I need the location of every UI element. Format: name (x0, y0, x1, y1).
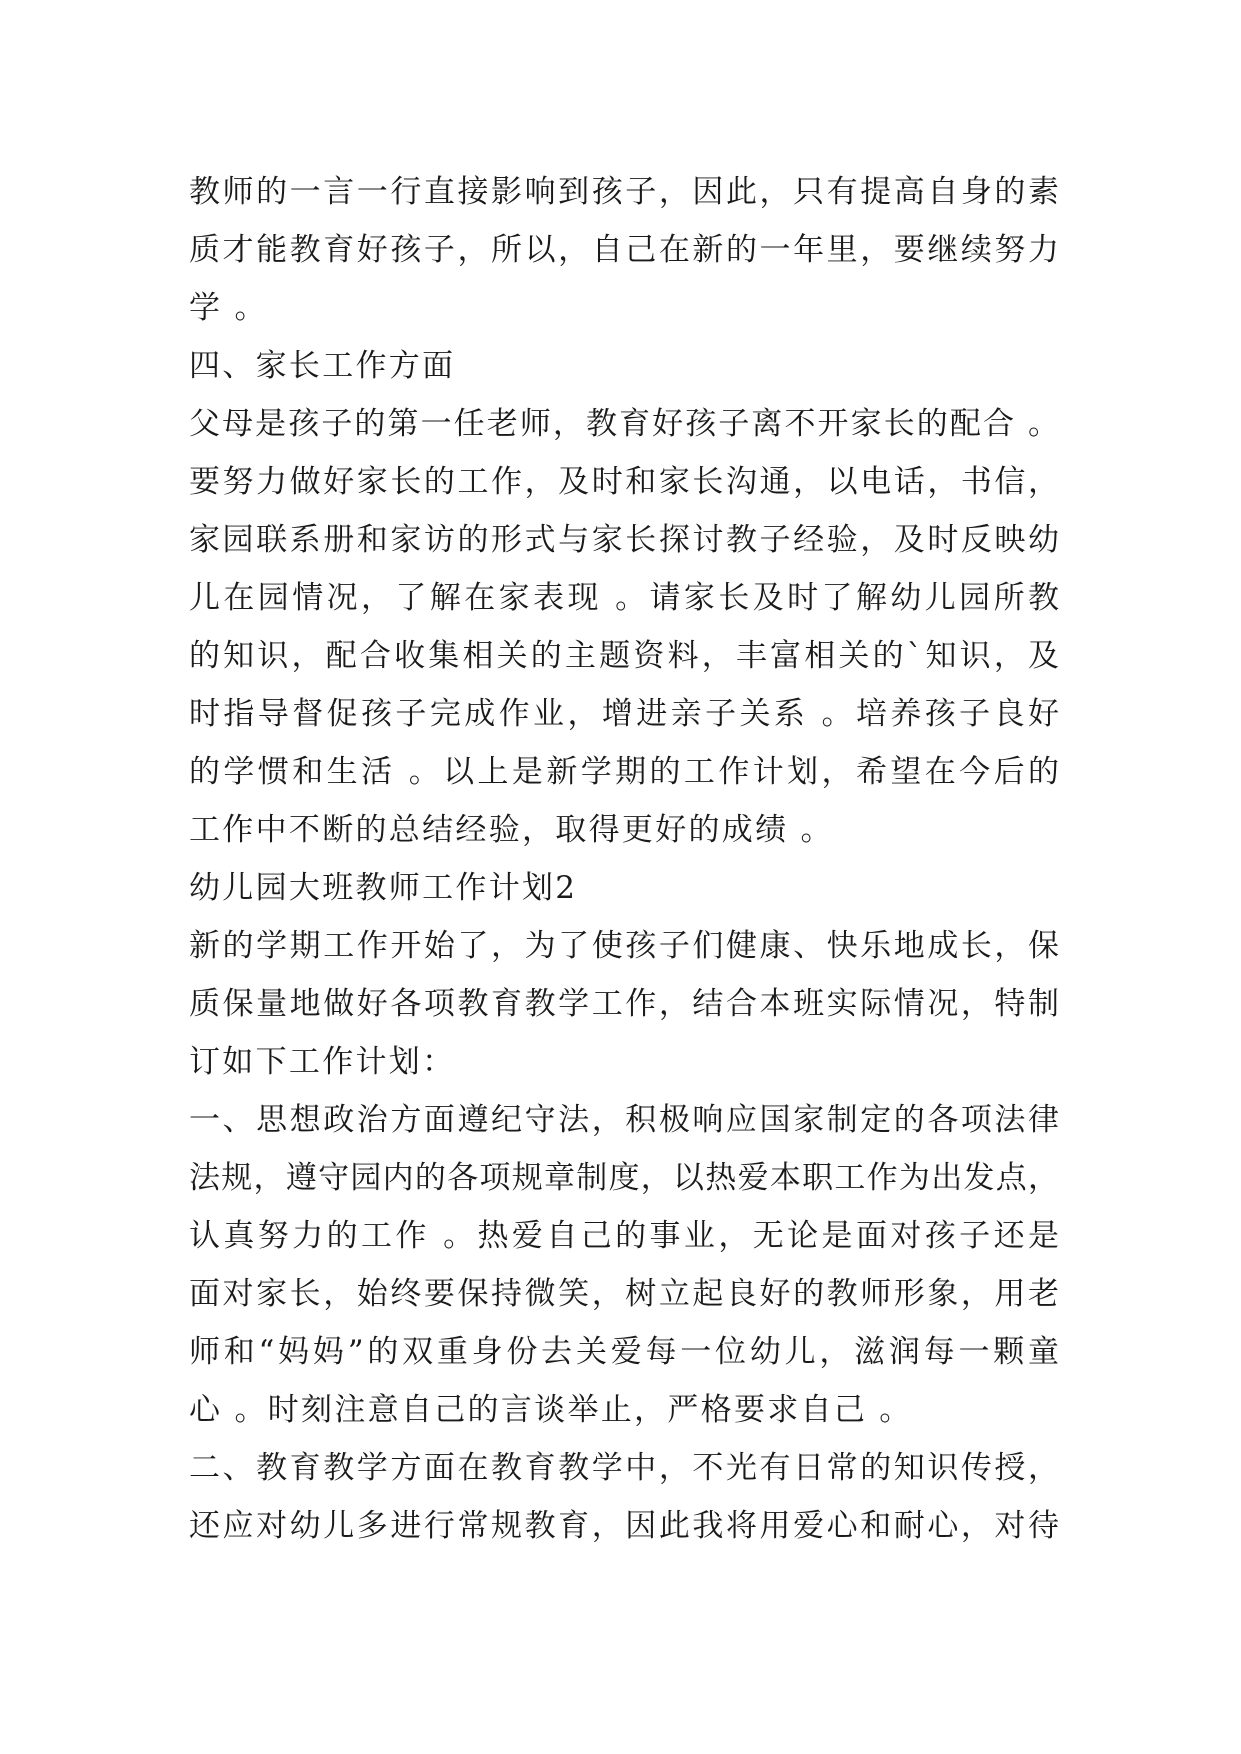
text-line: 工作中不断的总结经验，取得更好的成绩 。 (189, 812, 834, 848)
text-line: 认真努力的工作 。热爱自己的事业，无论是面对孩子还是 (189, 1218, 1059, 1254)
text-line: 还应对幼儿多进行常规教育，因此我将用爱心和耐心，对待 (189, 1508, 1059, 1544)
text-line: 儿在园情况，了解在家表现 。请家长及时了解幼儿园所教 (189, 580, 1059, 616)
text-line: 要努力做好家长的工作，及时和家长沟通，以电话，书信， (189, 464, 1059, 500)
text-line: 师和“妈妈”的双重身份去关爱每一位幼儿，滋润每一颗童 (189, 1334, 1059, 1370)
text-line: 学 。 (189, 290, 268, 326)
text-line: 的学惯和生活 。以上是新学期的工作计划，希望在今后的 (189, 754, 1059, 790)
text-line: 家园联系册和家访的形式与家长探讨教子经验，及时反映幼 (189, 522, 1059, 558)
text-line: 的知识，配合收集相关的主题资料，丰富相关的`知识，及 (189, 638, 1059, 674)
section-heading: 四、家长工作方面 (189, 348, 456, 384)
text-line: 父母是孩子的第一任老师，教育好孩子离不开家长的配合 。 (189, 406, 1059, 442)
text-line: 订如下工作计划： (189, 1044, 456, 1080)
text-line: 法规，遵守园内的各项规章制度，以热爱本职工作为出发点， (189, 1160, 1059, 1196)
text-line: 时指导督促孩子完成作业，增进亲子关系 。培养孩子良好 (189, 696, 1059, 732)
text-line: 心 。时刻注意自己的言谈举止，严格要求自己 。 (189, 1392, 913, 1428)
text-line: 质才能教育好孩子，所以，自己在新的一年里，要继续努力 (189, 232, 1059, 268)
text-line: 二、教育教学方面在教育教学中，不光有日常的知识传授， (189, 1450, 1059, 1486)
text-line: 教师的一言一行直接影响到孩子，因此，只有提高自身的素 (189, 174, 1059, 210)
text-line: 新的学期工作开始了，为了使孩子们健康、快乐地成长，保 (189, 928, 1059, 964)
text-line: 面对家长，始终要保持微笑，树立起良好的教师形象，用老 (189, 1276, 1059, 1312)
text-line: 一、思想政治方面遵纪守法，积极响应国家制定的各项法律 (189, 1102, 1059, 1138)
document-page (189, 163, 1059, 1555)
document-title: 幼儿园大班教师工作计划2 (189, 870, 578, 906)
text-line: 质保量地做好各项教育教学工作，结合本班实际情况，特制 (189, 986, 1059, 1022)
